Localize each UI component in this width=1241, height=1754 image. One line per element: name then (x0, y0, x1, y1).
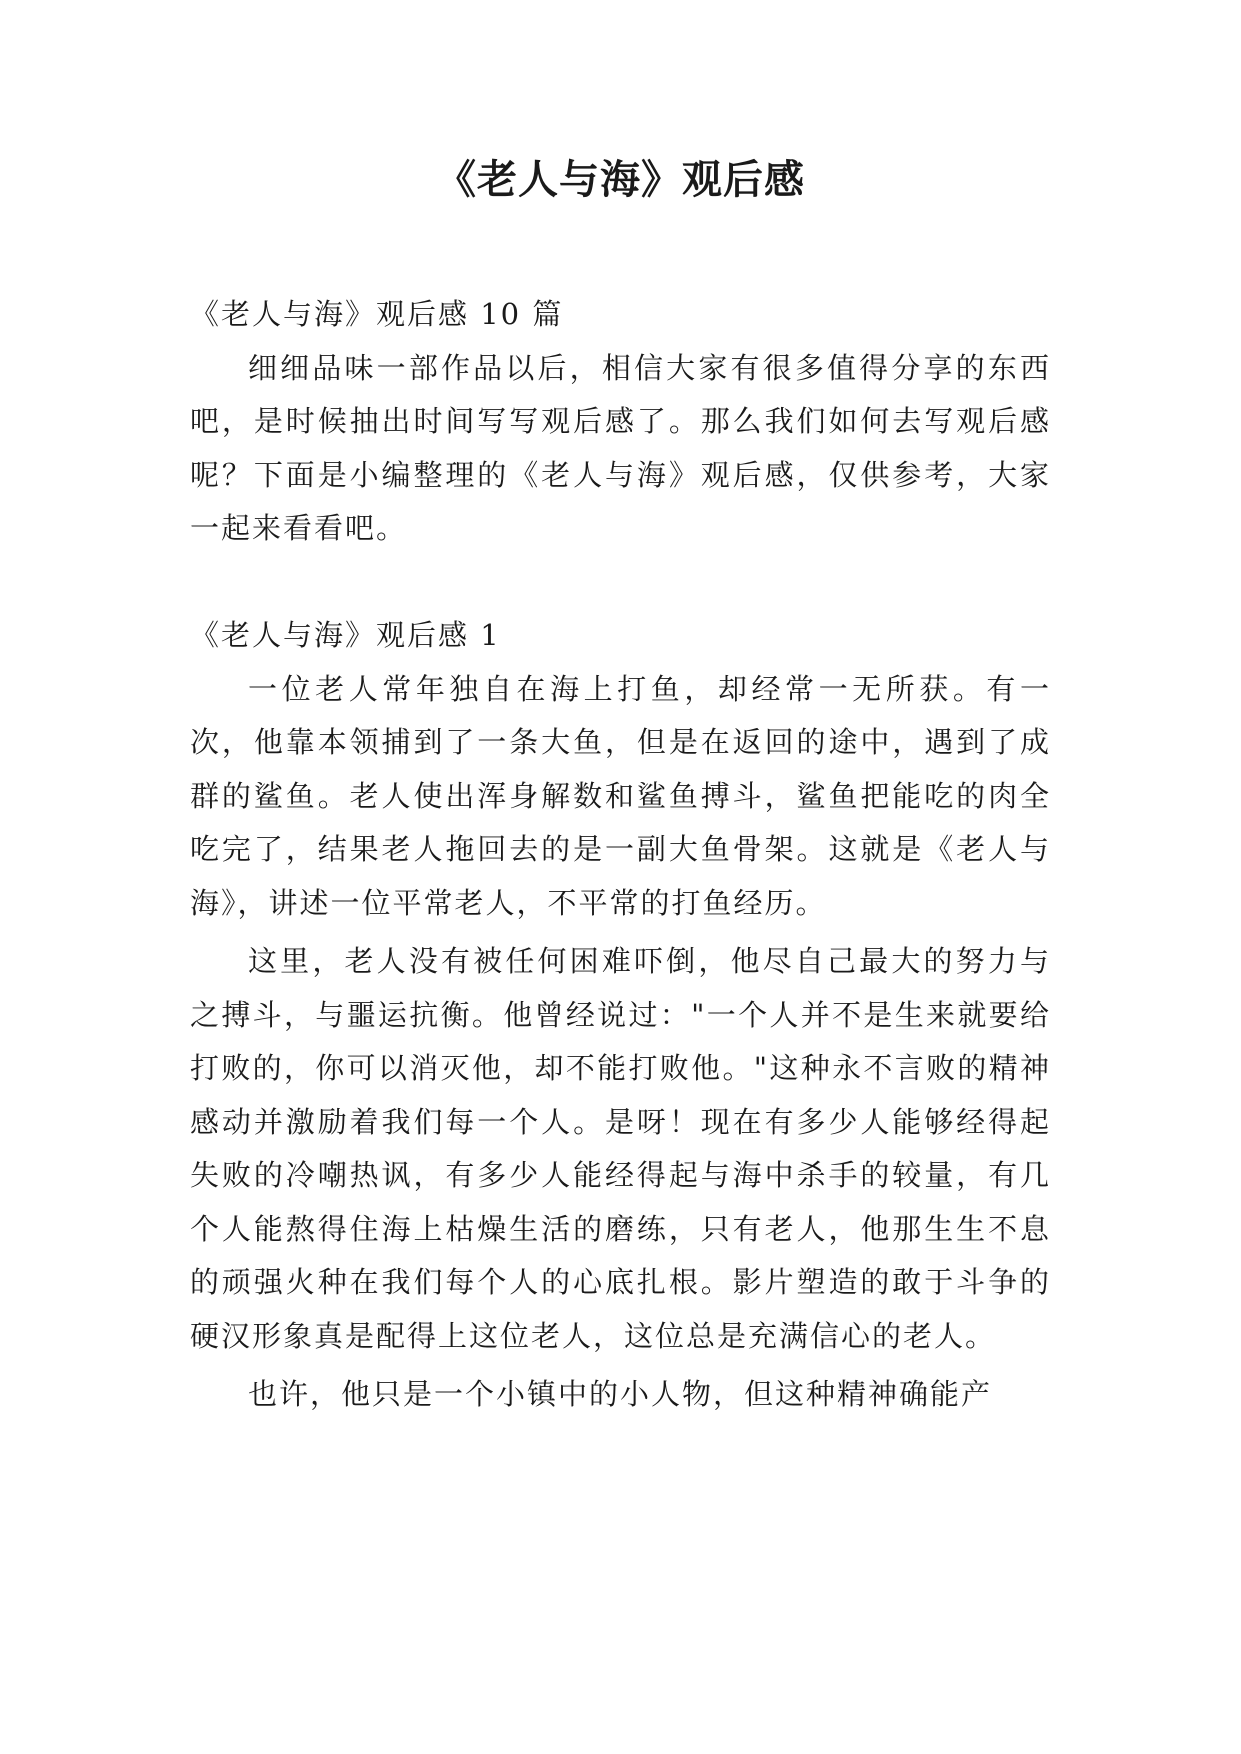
body-paragraph: 这里，老人没有被任何困难吓倒，他尽自己最大的努力与之搏斗，与噩运抗衡。他曾经说过："一个人并不是生来就要给打败的，你可以消灭他，却不能打败他。"这种永不言败的精神感动并激励着我们每一个人。是呀！现在有多少人能够经得起失败的冷嘲热讽，有多少人能经得起与海中杀手的较量，有几个人能熬得住海上枯燥生活的磨练，只有老人，他那生生不息的顽强火种在我们每个人的心底扎根。影片塑造的敢于斗争的硬汉形象真是配得上这位老人，这位总是充满信心的老人。 (190, 944, 1051, 1353)
section-spacer (190, 556, 1051, 610)
document-body (190, 288, 1051, 1422)
document-title: 《老人与海》观后感 (436, 157, 805, 203)
body-paragraph: 也许，他只是一个小镇中的小人物，但这种精神确能产 (248, 1377, 993, 1411)
intro-paragraph: 细细品味一部作品以后，相信大家有很多值得分享的东西吧，是时候抽出时间写写观后感了。那么我们如何去写观后感呢？下面是小编整理的《老人与海》观后感，仅供参考，大家一起来看看吧。 (190, 350, 1051, 545)
section-heading: 《老人与海》观后感 1 (190, 618, 501, 652)
body-paragraph: 一位老人常年独自在海上打鱼，却经常一无所获。有一次，他靠本领捕到了一条大鱼，但是在返回的途中，遇到了成群的鲨鱼。老人使出浑身解数和鲨鱼搏斗，鲨鱼把能吃的肉全吃完了，结果老人拖回去的是一副大鱼骨架。这就是《老人与海》，讲述一位平常老人，不平常的打鱼经历。 (190, 671, 1051, 920)
document-subtitle: 《老人与海》观后感 10 篇 (190, 297, 564, 331)
